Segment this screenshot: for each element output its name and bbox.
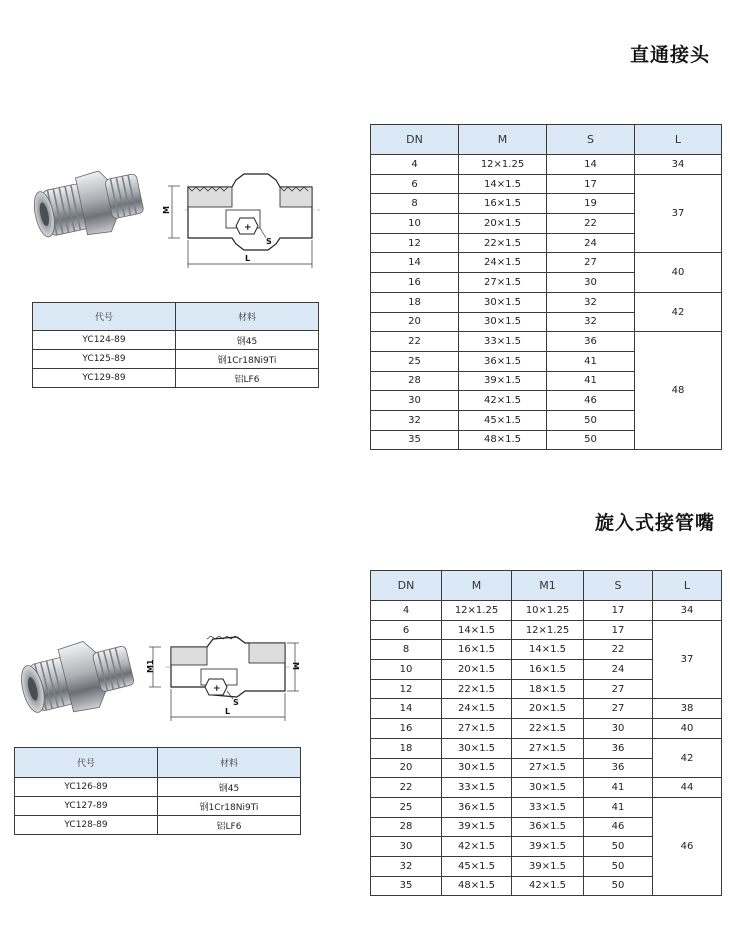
spec-m-cell: 30×1.5 bbox=[442, 738, 512, 758]
spec-m1-cell: 33×1.5 bbox=[512, 797, 584, 817]
spec-l-cell: 34 bbox=[635, 155, 722, 175]
spec-dn-cell: 25 bbox=[371, 797, 442, 817]
mat-code-cell: YC124-89 bbox=[33, 331, 176, 350]
spec-s-cell: 24 bbox=[584, 660, 653, 680]
spec-s-cell: 36 bbox=[547, 332, 635, 352]
spec-dn-cell: 6 bbox=[371, 620, 442, 640]
spec-m1-cell: 12×1.25 bbox=[512, 620, 584, 640]
spec-s-cell: 50 bbox=[547, 430, 635, 450]
spec-s-cell: 30 bbox=[547, 273, 635, 293]
spec-m-cell: 48×1.5 bbox=[459, 430, 547, 450]
spec-m-cell: 42×1.5 bbox=[442, 837, 512, 857]
spec-dn-cell: 25 bbox=[371, 351, 459, 371]
spec-dn-cell: 4 bbox=[371, 601, 442, 621]
spec-m-cell: 14×1.5 bbox=[459, 174, 547, 194]
screw-in-nipple-drawing bbox=[145, 625, 305, 725]
spec-s-cell: 17 bbox=[584, 620, 653, 640]
table-row bbox=[371, 719, 722, 739]
spec-dn-cell: 12 bbox=[371, 679, 442, 699]
spec-table-2-body bbox=[371, 601, 722, 896]
spec-m-cell: 45×1.5 bbox=[442, 856, 512, 876]
spec-m1-cell: 39×1.5 bbox=[512, 856, 584, 876]
spec-m-cell: 30×1.5 bbox=[459, 312, 547, 332]
material-table-2 bbox=[14, 747, 301, 835]
spec-m1-cell: 27×1.5 bbox=[512, 738, 584, 758]
spec-s-cell: 27 bbox=[584, 679, 653, 699]
spec-s-cell: 22 bbox=[547, 214, 635, 234]
spec-table-1 bbox=[370, 124, 722, 450]
mat-material-cell: 钢45 bbox=[158, 778, 301, 797]
spec-s-cell: 50 bbox=[547, 410, 635, 430]
table-row bbox=[33, 350, 319, 369]
spec-m-cell: 20×1.5 bbox=[459, 214, 547, 234]
spec-dn-cell: 32 bbox=[371, 410, 459, 430]
spec-dn-cell: 35 bbox=[371, 430, 459, 450]
spec-m-cell: 36×1.5 bbox=[459, 351, 547, 371]
svg-text:+: + bbox=[244, 223, 252, 233]
l-dimension-label: L bbox=[225, 707, 231, 716]
table-row bbox=[15, 778, 301, 797]
spec-l-cell: 40 bbox=[635, 253, 722, 292]
spec-l-cell: 38 bbox=[653, 699, 722, 719]
spec-s-cell: 41 bbox=[584, 797, 653, 817]
spec-header-s: S bbox=[584, 571, 653, 601]
spec-dn-cell: 10 bbox=[371, 214, 459, 234]
l-dimension-label: L bbox=[245, 254, 251, 263]
straight-connector-photo bbox=[24, 160, 152, 256]
spec-s-cell: 46 bbox=[547, 391, 635, 411]
table-row bbox=[371, 778, 722, 798]
spec-l-cell: 40 bbox=[653, 719, 722, 739]
spec-s-cell: 27 bbox=[584, 699, 653, 719]
spec-m-cell: 14×1.5 bbox=[442, 620, 512, 640]
spec-l-cell: 34 bbox=[653, 601, 722, 621]
table-row bbox=[371, 620, 722, 640]
mat-material-cell: 钢1Cr18Ni9Ti bbox=[158, 797, 301, 816]
table-row bbox=[371, 174, 722, 194]
spec-s-cell: 32 bbox=[547, 292, 635, 312]
spec-m-cell: 16×1.5 bbox=[459, 194, 547, 214]
spec-s-cell: 14 bbox=[547, 155, 635, 175]
spec-s-cell: 17 bbox=[584, 601, 653, 621]
spec-dn-cell: 14 bbox=[371, 699, 442, 719]
spec-table-2 bbox=[370, 570, 722, 896]
spec-dn-cell: 8 bbox=[371, 640, 442, 660]
spec-m-cell: 27×1.5 bbox=[442, 719, 512, 739]
mat-material-cell: 钢1Cr18Ni9Ti bbox=[176, 350, 319, 369]
spec-m-cell: 30×1.5 bbox=[459, 292, 547, 312]
spec-s-cell: 36 bbox=[584, 738, 653, 758]
spec-m1-cell: 42×1.5 bbox=[512, 876, 584, 896]
table-row bbox=[371, 738, 722, 758]
spec-s-cell: 30 bbox=[584, 719, 653, 739]
mat-material-cell: 铝LF6 bbox=[158, 816, 301, 835]
table-row bbox=[33, 369, 319, 388]
spec-l-cell: 46 bbox=[653, 797, 722, 895]
table-row bbox=[371, 292, 722, 312]
table-row bbox=[371, 699, 722, 719]
spec-dn-cell: 20 bbox=[371, 312, 459, 332]
spec-l-cell: 37 bbox=[653, 620, 722, 699]
table-row bbox=[371, 332, 722, 352]
table-row bbox=[371, 155, 722, 175]
spec-dn-cell: 8 bbox=[371, 194, 459, 214]
m-dimension-label: M bbox=[162, 206, 171, 214]
mat-header-material: 材料 bbox=[158, 748, 301, 778]
spec-dn-cell: 16 bbox=[371, 719, 442, 739]
section2-title: 旋入式接管嘴 bbox=[595, 512, 716, 534]
spec-s-cell: 50 bbox=[584, 876, 653, 896]
mat-code-cell: YC129-89 bbox=[33, 369, 176, 388]
spec-m-cell: 36×1.5 bbox=[442, 797, 512, 817]
spec-l-cell: 42 bbox=[635, 292, 722, 331]
table-row bbox=[371, 797, 722, 817]
spec-s-cell: 50 bbox=[584, 837, 653, 857]
spec-table-1-body bbox=[371, 155, 722, 450]
spec-header-m: M bbox=[459, 125, 547, 155]
table-row bbox=[33, 331, 319, 350]
table-row bbox=[15, 816, 301, 835]
spec-m-cell: 24×1.5 bbox=[459, 253, 547, 273]
spec-l-cell: 37 bbox=[635, 174, 722, 253]
spec-dn-cell: 32 bbox=[371, 856, 442, 876]
spec-m-cell: 22×1.5 bbox=[442, 679, 512, 699]
spec-m-cell: 24×1.5 bbox=[442, 699, 512, 719]
spec-m-cell: 39×1.5 bbox=[459, 371, 547, 391]
spec-dn-cell: 28 bbox=[371, 371, 459, 391]
spec-dn-cell: 10 bbox=[371, 660, 442, 680]
spec-m-cell: 16×1.5 bbox=[442, 640, 512, 660]
spec-dn-cell: 4 bbox=[371, 155, 459, 175]
spec-m-cell: 39×1.5 bbox=[442, 817, 512, 837]
spec-m1-cell: 39×1.5 bbox=[512, 837, 584, 857]
screw-in-nipple-photo bbox=[12, 630, 142, 730]
spec-s-cell: 36 bbox=[584, 758, 653, 778]
spec-m1-cell: 27×1.5 bbox=[512, 758, 584, 778]
spec-m-cell: 30×1.5 bbox=[442, 758, 512, 778]
spec-m-cell: 12×1.25 bbox=[442, 601, 512, 621]
spec-m1-cell: 30×1.5 bbox=[512, 778, 584, 798]
spec-m-cell: 20×1.5 bbox=[442, 660, 512, 680]
spec-dn-cell: 14 bbox=[371, 253, 459, 273]
spec-dn-cell: 22 bbox=[371, 332, 459, 352]
mat-code-cell: YC126-89 bbox=[15, 778, 158, 797]
spec-header-m1: M1 bbox=[512, 571, 584, 601]
spec-m-cell: 27×1.5 bbox=[459, 273, 547, 293]
m1-dimension-label: M1 bbox=[146, 659, 155, 673]
spec-s-cell: 41 bbox=[547, 351, 635, 371]
spec-m-cell: 48×1.5 bbox=[442, 876, 512, 896]
mat-header-code: 代号 bbox=[15, 748, 158, 778]
table-row bbox=[371, 253, 722, 273]
spec-header-l: L bbox=[635, 125, 722, 155]
spec-header-m: M bbox=[442, 571, 512, 601]
spec-s-cell: 19 bbox=[547, 194, 635, 214]
spec-dn-cell: 30 bbox=[371, 391, 459, 411]
spec-dn-cell: 18 bbox=[371, 738, 442, 758]
s-dimension-label: S bbox=[266, 237, 272, 246]
mat-code-cell: YC125-89 bbox=[33, 350, 176, 369]
spec-m-cell: 12×1.25 bbox=[459, 155, 547, 175]
mat-material-cell: 铝LF6 bbox=[176, 369, 319, 388]
spec-l-cell: 44 bbox=[653, 778, 722, 798]
straight-connector-drawing bbox=[160, 160, 325, 275]
spec-l-cell: 48 bbox=[635, 332, 722, 450]
material-table-1 bbox=[32, 302, 319, 388]
spec-m1-cell: 36×1.5 bbox=[512, 817, 584, 837]
spec-s-cell: 24 bbox=[547, 233, 635, 253]
section1-title: 直通接头 bbox=[630, 44, 711, 66]
spec-dn-cell: 20 bbox=[371, 758, 442, 778]
spec-m-cell: 33×1.5 bbox=[442, 778, 512, 798]
spec-m1-cell: 22×1.5 bbox=[512, 719, 584, 739]
spec-dn-cell: 16 bbox=[371, 273, 459, 293]
spec-dn-cell: 30 bbox=[371, 837, 442, 857]
spec-s-cell: 50 bbox=[584, 856, 653, 876]
mat-material-cell: 钢45 bbox=[176, 331, 319, 350]
spec-s-cell: 17 bbox=[547, 174, 635, 194]
table-row bbox=[15, 797, 301, 816]
svg-text:+: + bbox=[213, 684, 221, 694]
s-dimension-label: S bbox=[233, 698, 239, 707]
spec-m-cell: 22×1.5 bbox=[459, 233, 547, 253]
spec-m1-cell: 14×1.5 bbox=[512, 640, 584, 660]
mat-header-code: 代号 bbox=[33, 303, 176, 331]
spec-header-dn: DN bbox=[371, 571, 442, 601]
spec-m1-cell: 16×1.5 bbox=[512, 660, 584, 680]
spec-m-cell: 33×1.5 bbox=[459, 332, 547, 352]
mat-code-cell: YC128-89 bbox=[15, 816, 158, 835]
spec-l-cell: 42 bbox=[653, 738, 722, 777]
spec-header-l: L bbox=[653, 571, 722, 601]
spec-s-cell: 32 bbox=[547, 312, 635, 332]
spec-s-cell: 41 bbox=[547, 371, 635, 391]
spec-m-cell: 42×1.5 bbox=[459, 391, 547, 411]
spec-m1-cell: 10×1.25 bbox=[512, 601, 584, 621]
spec-dn-cell: 12 bbox=[371, 233, 459, 253]
spec-dn-cell: 35 bbox=[371, 876, 442, 896]
mat-header-material: 材料 bbox=[176, 303, 319, 331]
spec-m-cell: 45×1.5 bbox=[459, 410, 547, 430]
spec-header-s: S bbox=[547, 125, 635, 155]
spec-m1-cell: 20×1.5 bbox=[512, 699, 584, 719]
spec-dn-cell: 18 bbox=[371, 292, 459, 312]
spec-dn-cell: 22 bbox=[371, 778, 442, 798]
spec-s-cell: 41 bbox=[584, 778, 653, 798]
m-dimension-label: M bbox=[291, 662, 300, 670]
spec-s-cell: 27 bbox=[547, 253, 635, 273]
spec-s-cell: 46 bbox=[584, 817, 653, 837]
spec-s-cell: 22 bbox=[584, 640, 653, 660]
spec-m1-cell: 18×1.5 bbox=[512, 679, 584, 699]
spec-dn-cell: 28 bbox=[371, 817, 442, 837]
table-row bbox=[371, 601, 722, 621]
spec-header-dn: DN bbox=[371, 125, 459, 155]
spec-dn-cell: 6 bbox=[371, 174, 459, 194]
mat-code-cell: YC127-89 bbox=[15, 797, 158, 816]
